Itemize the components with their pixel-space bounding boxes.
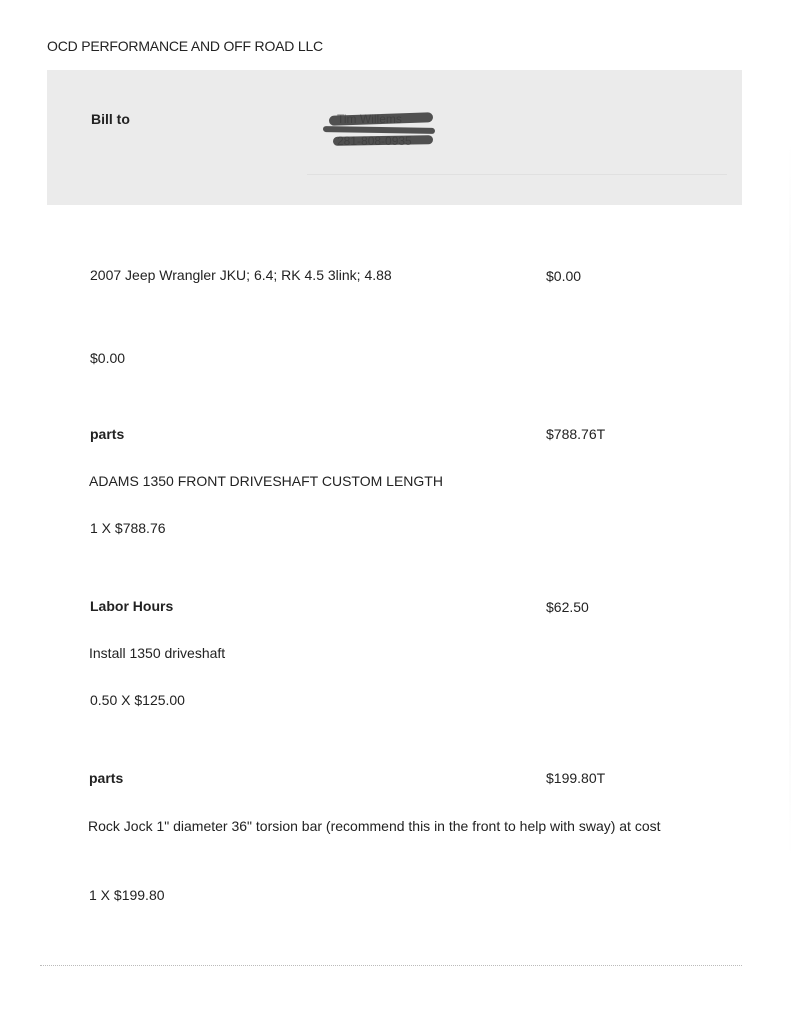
redacted-customer-info <box>323 110 439 148</box>
line-item-category: Labor Hours <box>90 598 174 614</box>
line-item-description: ADAMS 1350 FRONT DRIVESHAFT CUSTOM LENGTH <box>89 473 443 489</box>
line-item-description: Install 1350 driveshaft <box>89 645 226 661</box>
subtotal-amount: $0.00 <box>90 350 126 366</box>
redaction-mark-3 <box>333 135 433 146</box>
line-item-amount: $199.80T <box>546 770 606 786</box>
line-item-description: Rock Jock 1" diameter 36" torsion bar (recommend this in the front to help with sway) at cost <box>88 818 661 834</box>
line-item-amount: $788.76T <box>546 426 606 442</box>
line-item-amount: $62.50 <box>546 599 589 615</box>
vehicle-amount: $0.00 <box>546 268 582 284</box>
line-item-category: parts <box>89 770 124 786</box>
line-item-quantity-rate: 1 X $199.80 <box>89 887 165 903</box>
line-item-quantity-rate: 0.50 X $125.00 <box>90 692 185 708</box>
company-name: OCD PERFORMANCE AND OFF ROAD LLC <box>47 38 323 54</box>
line-item-quantity-rate: 1 X $788.76 <box>90 520 166 536</box>
bill-to-label: Bill to <box>91 111 130 127</box>
line-item-category: parts <box>90 426 125 442</box>
redaction-mark-2 <box>323 126 435 134</box>
footer-divider <box>40 965 742 966</box>
vehicle-description: 2007 Jeep Wrangler JKU; 6.4; RK 4.5 3link; 4.88 <box>90 267 392 283</box>
bill-to-section <box>47 70 742 205</box>
faint-scan-line <box>307 174 727 175</box>
